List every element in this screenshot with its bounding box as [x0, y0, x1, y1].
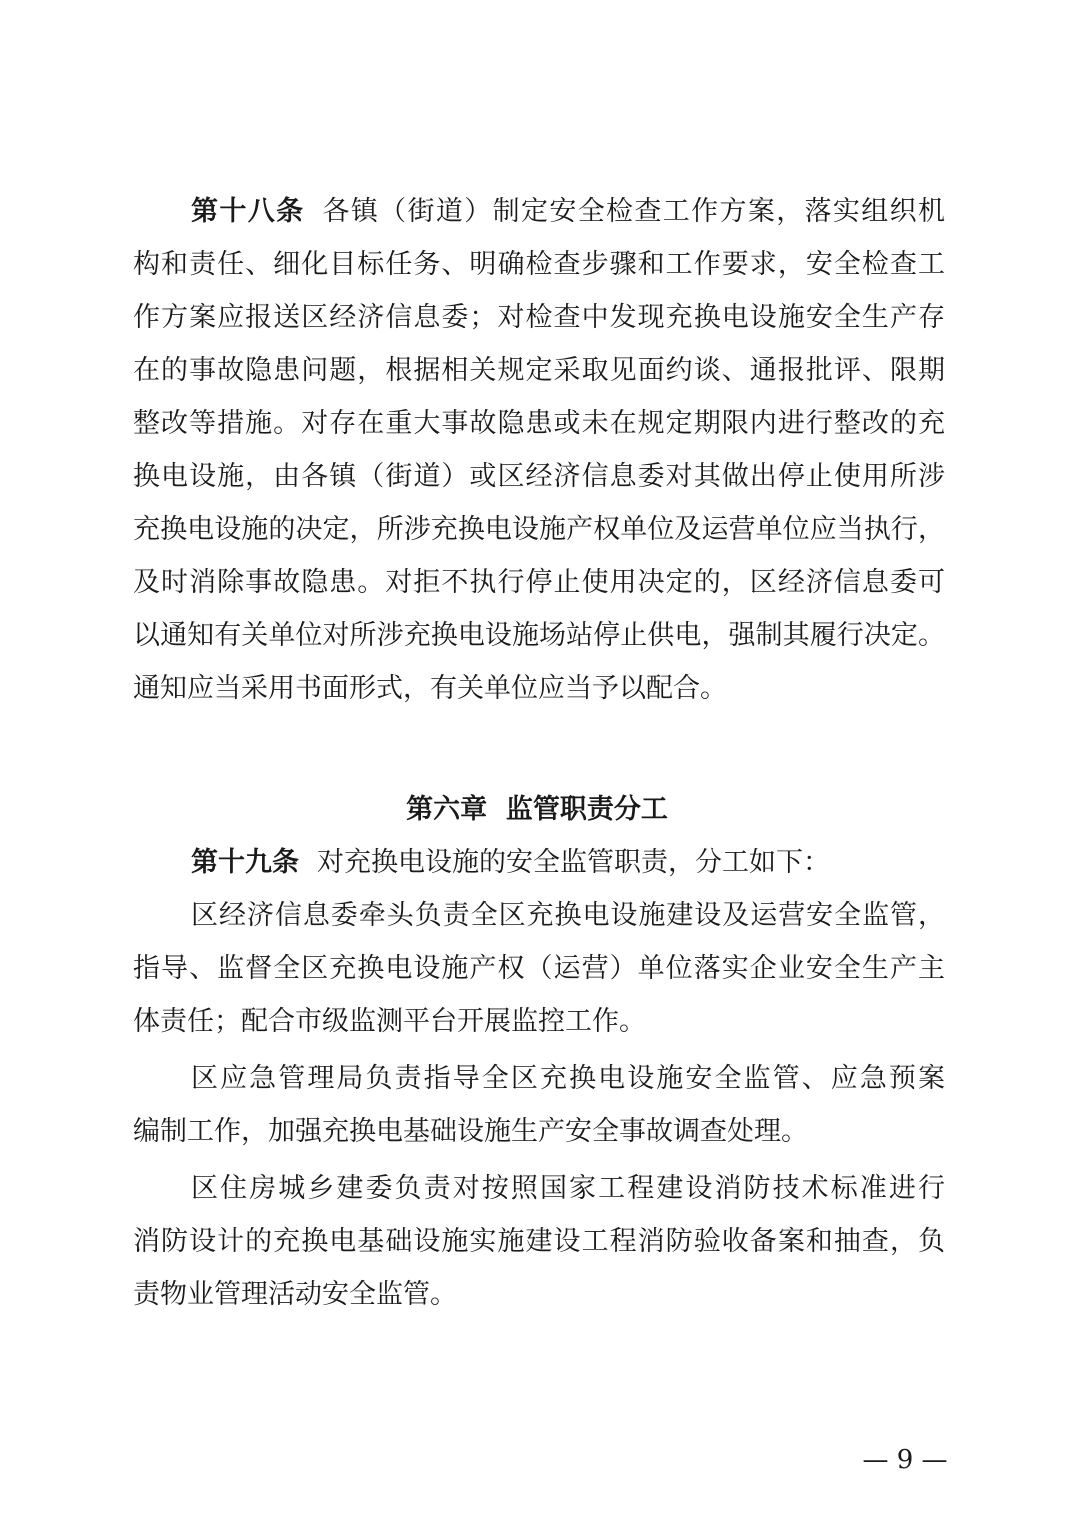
- paragraph-1-line-1: 区经济信息委牵头负责全区充换电设施建设及运营安全监管，: [191, 900, 945, 931]
- article-18-label: 第十八条: [191, 196, 305, 227]
- page-number: — 9 —: [862, 1445, 948, 1475]
- paragraph-2-line-1: 区应急管理局负责指导全区充换电设施安全监管、应急预案: [191, 1063, 945, 1094]
- chapter-title: 第六章 监管职责分工: [406, 794, 668, 825]
- article-18-line-8: 及时消除事故隐患。对拒不执行停止使用决定的，区经济信息委可: [133, 567, 945, 598]
- article-18-line-5: 整改等措施。对存在重大事故隐患或未在规定期限内进行整改的充: [133, 408, 945, 439]
- article-19-line-1: [191, 843, 945, 883]
- article-18-line-2: 构和责任、细化目标任务、明确检查步骤和工作要求，安全检查工: [133, 249, 945, 280]
- article-18-line-1: [191, 192, 945, 232]
- paragraph-3-line-1: 区住房城乡建委负责对按照国家工程建设消防技术标准进行: [191, 1173, 945, 1204]
- paragraph-3-line-2: 消防设计的充换电基础设施实施建设工程消防验收备案和抽查，负: [133, 1226, 945, 1257]
- article-18-line-9: 以通知有关单位对所涉充换电设施场站停止供电，强制其履行决定。: [133, 620, 945, 651]
- article-19-label: 第十九条: [191, 847, 299, 878]
- paragraph-2-line-2: 编制工作，加强充换电基础设施生产安全事故调查处理。: [133, 1116, 808, 1147]
- article-18-line-4: 在的事故隐患问题，根据相关规定采取见面约谈、通报批评、限期: [133, 355, 945, 386]
- article-18-line-10: 通知应当采用书面形式，有关单位应当予以配合。: [133, 673, 727, 704]
- article-18-line-6: 换电设施，由各镇（街道）或区经济信息委对其做出停止使用所涉: [133, 461, 945, 492]
- article-18-line-3: 作方案应报送区经济信息委；对检查中发现充换电设施安全生产存: [133, 302, 945, 333]
- article-18-line-7: 充换电设施的决定，所涉充换电设施产权单位及运营单位应当执行，: [133, 514, 945, 545]
- paragraph-1-line-2: 指导、监督全区充换电设施产权（运营）单位落实企业安全生产主: [133, 953, 945, 984]
- article-19-intro: 对充换电设施的安全监管职责，分工如下：: [317, 847, 830, 878]
- paragraph-1-line-3: 体责任；配合市级监测平台开展监控工作。: [133, 1006, 646, 1037]
- article-18-text: 各镇（街道）制定安全检查工作方案，落实组织机: [322, 196, 946, 227]
- paragraph-3-line-3: 责物业管理活动安全监管。: [133, 1279, 457, 1310]
